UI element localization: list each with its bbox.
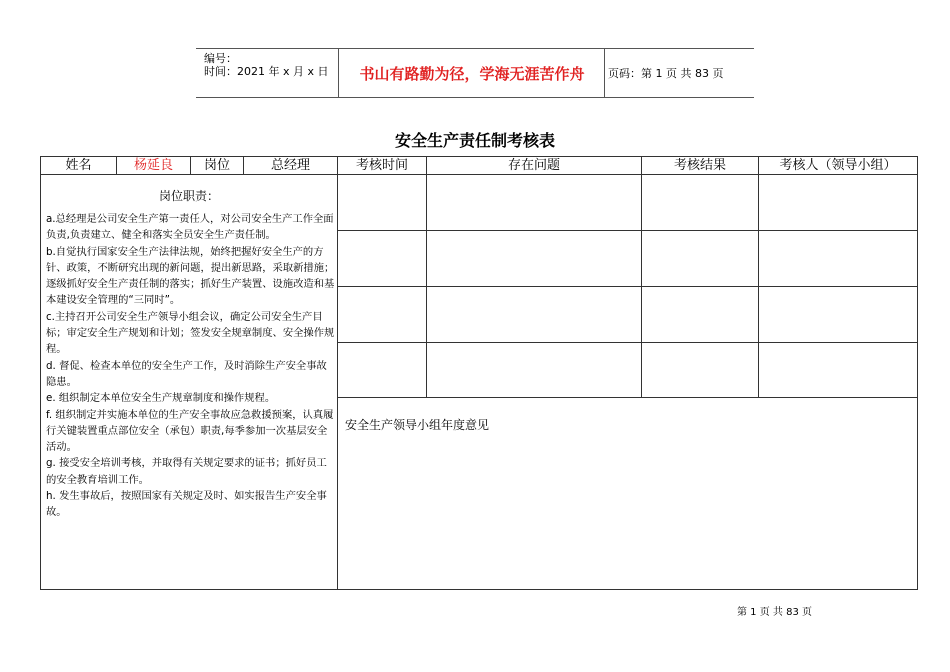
duties-title: 岗位职责： bbox=[158, 189, 219, 203]
name-value: 杨延良 bbox=[133, 158, 173, 173]
duty-item: b.自觉执行国家安全生产法律法规，始终把握好安全生产的方针、政策，不断研究出现的新问题，提出新思路，采取新措施；逐级抓好安全生产责任制的落实；抓好生产装置、设施改造和基本建设安全管理的“三同时”。 bbox=[46, 245, 335, 307]
col-header-time: 考核时间 bbox=[355, 158, 408, 173]
document-header bbox=[196, 48, 754, 98]
table-rule bbox=[337, 286, 917, 287]
duty-item: c.主持召开公司安全生产领导小组会议，确定公司安全生产目标；审定安全生产规划和计划；签发安全规章制度、安全操作规程。 bbox=[46, 310, 335, 356]
col-header-result: 考核结果 bbox=[673, 158, 726, 173]
header-divider bbox=[338, 49, 339, 97]
position-value: 总经理 bbox=[270, 158, 310, 173]
table-rule bbox=[337, 397, 917, 398]
assessment-table bbox=[40, 156, 918, 590]
duty-item: f. 组织制定并实施本单位的生产安全事故应急救援预案，认真履行关键装置重点部位安全（承包）职责,每季参加一次基层安全活动。 bbox=[46, 408, 334, 454]
col-header-assessor: 考核人（领导小组） bbox=[779, 158, 897, 173]
name-label: 姓名 bbox=[65, 158, 92, 173]
duty-item: h. 发生事故后，按照国家有关规定及时、如实报告生产安全事故。 bbox=[46, 490, 327, 519]
header-page-info: 页码：第 1 页 共 83 页 bbox=[608, 67, 724, 80]
page-title: 安全生产责任制考核表 bbox=[394, 131, 555, 150]
table-rule bbox=[41, 174, 917, 175]
position-label: 岗位 bbox=[203, 158, 230, 173]
header-meta bbox=[204, 52, 329, 78]
page-footer: 第 1 页 共 83 页 bbox=[737, 607, 812, 618]
duty-item: d. 督促、检查本单位的安全生产工作，及时消除生产安全事故隐患。 bbox=[46, 359, 327, 388]
header-motto: 书山有路勤为径，学海无涯苦作舟 bbox=[359, 64, 585, 83]
table-rule bbox=[426, 157, 427, 397]
col-header-issues: 存在问题 bbox=[507, 158, 560, 173]
duties-list bbox=[46, 211, 336, 521]
duty-item: g. 接受安全培训考核，并取得有关规定要求的证书；抓好员工的安全教育培训工作。 bbox=[46, 457, 327, 486]
table-rule bbox=[758, 157, 759, 397]
number-label: 编号： bbox=[204, 52, 237, 65]
table-rule bbox=[337, 342, 917, 343]
table-rule bbox=[641, 157, 642, 397]
header-divider bbox=[604, 49, 605, 97]
duty-item: a.总经理是公司安全生产第一责任人，对公司安全生产工作全面负责,负责建立、健全和落实全员安全生产责任制。 bbox=[46, 213, 334, 242]
table-rule bbox=[337, 230, 917, 231]
duty-item: e. 组织制定本单位安全生产规章制度和操作规程。 bbox=[46, 392, 276, 405]
annual-opinion-label: 安全生产领导小组年度意见 bbox=[345, 418, 490, 432]
table-rule bbox=[337, 157, 338, 589]
time-label: 时间：2021 年 x 月 x 日 bbox=[204, 65, 329, 78]
